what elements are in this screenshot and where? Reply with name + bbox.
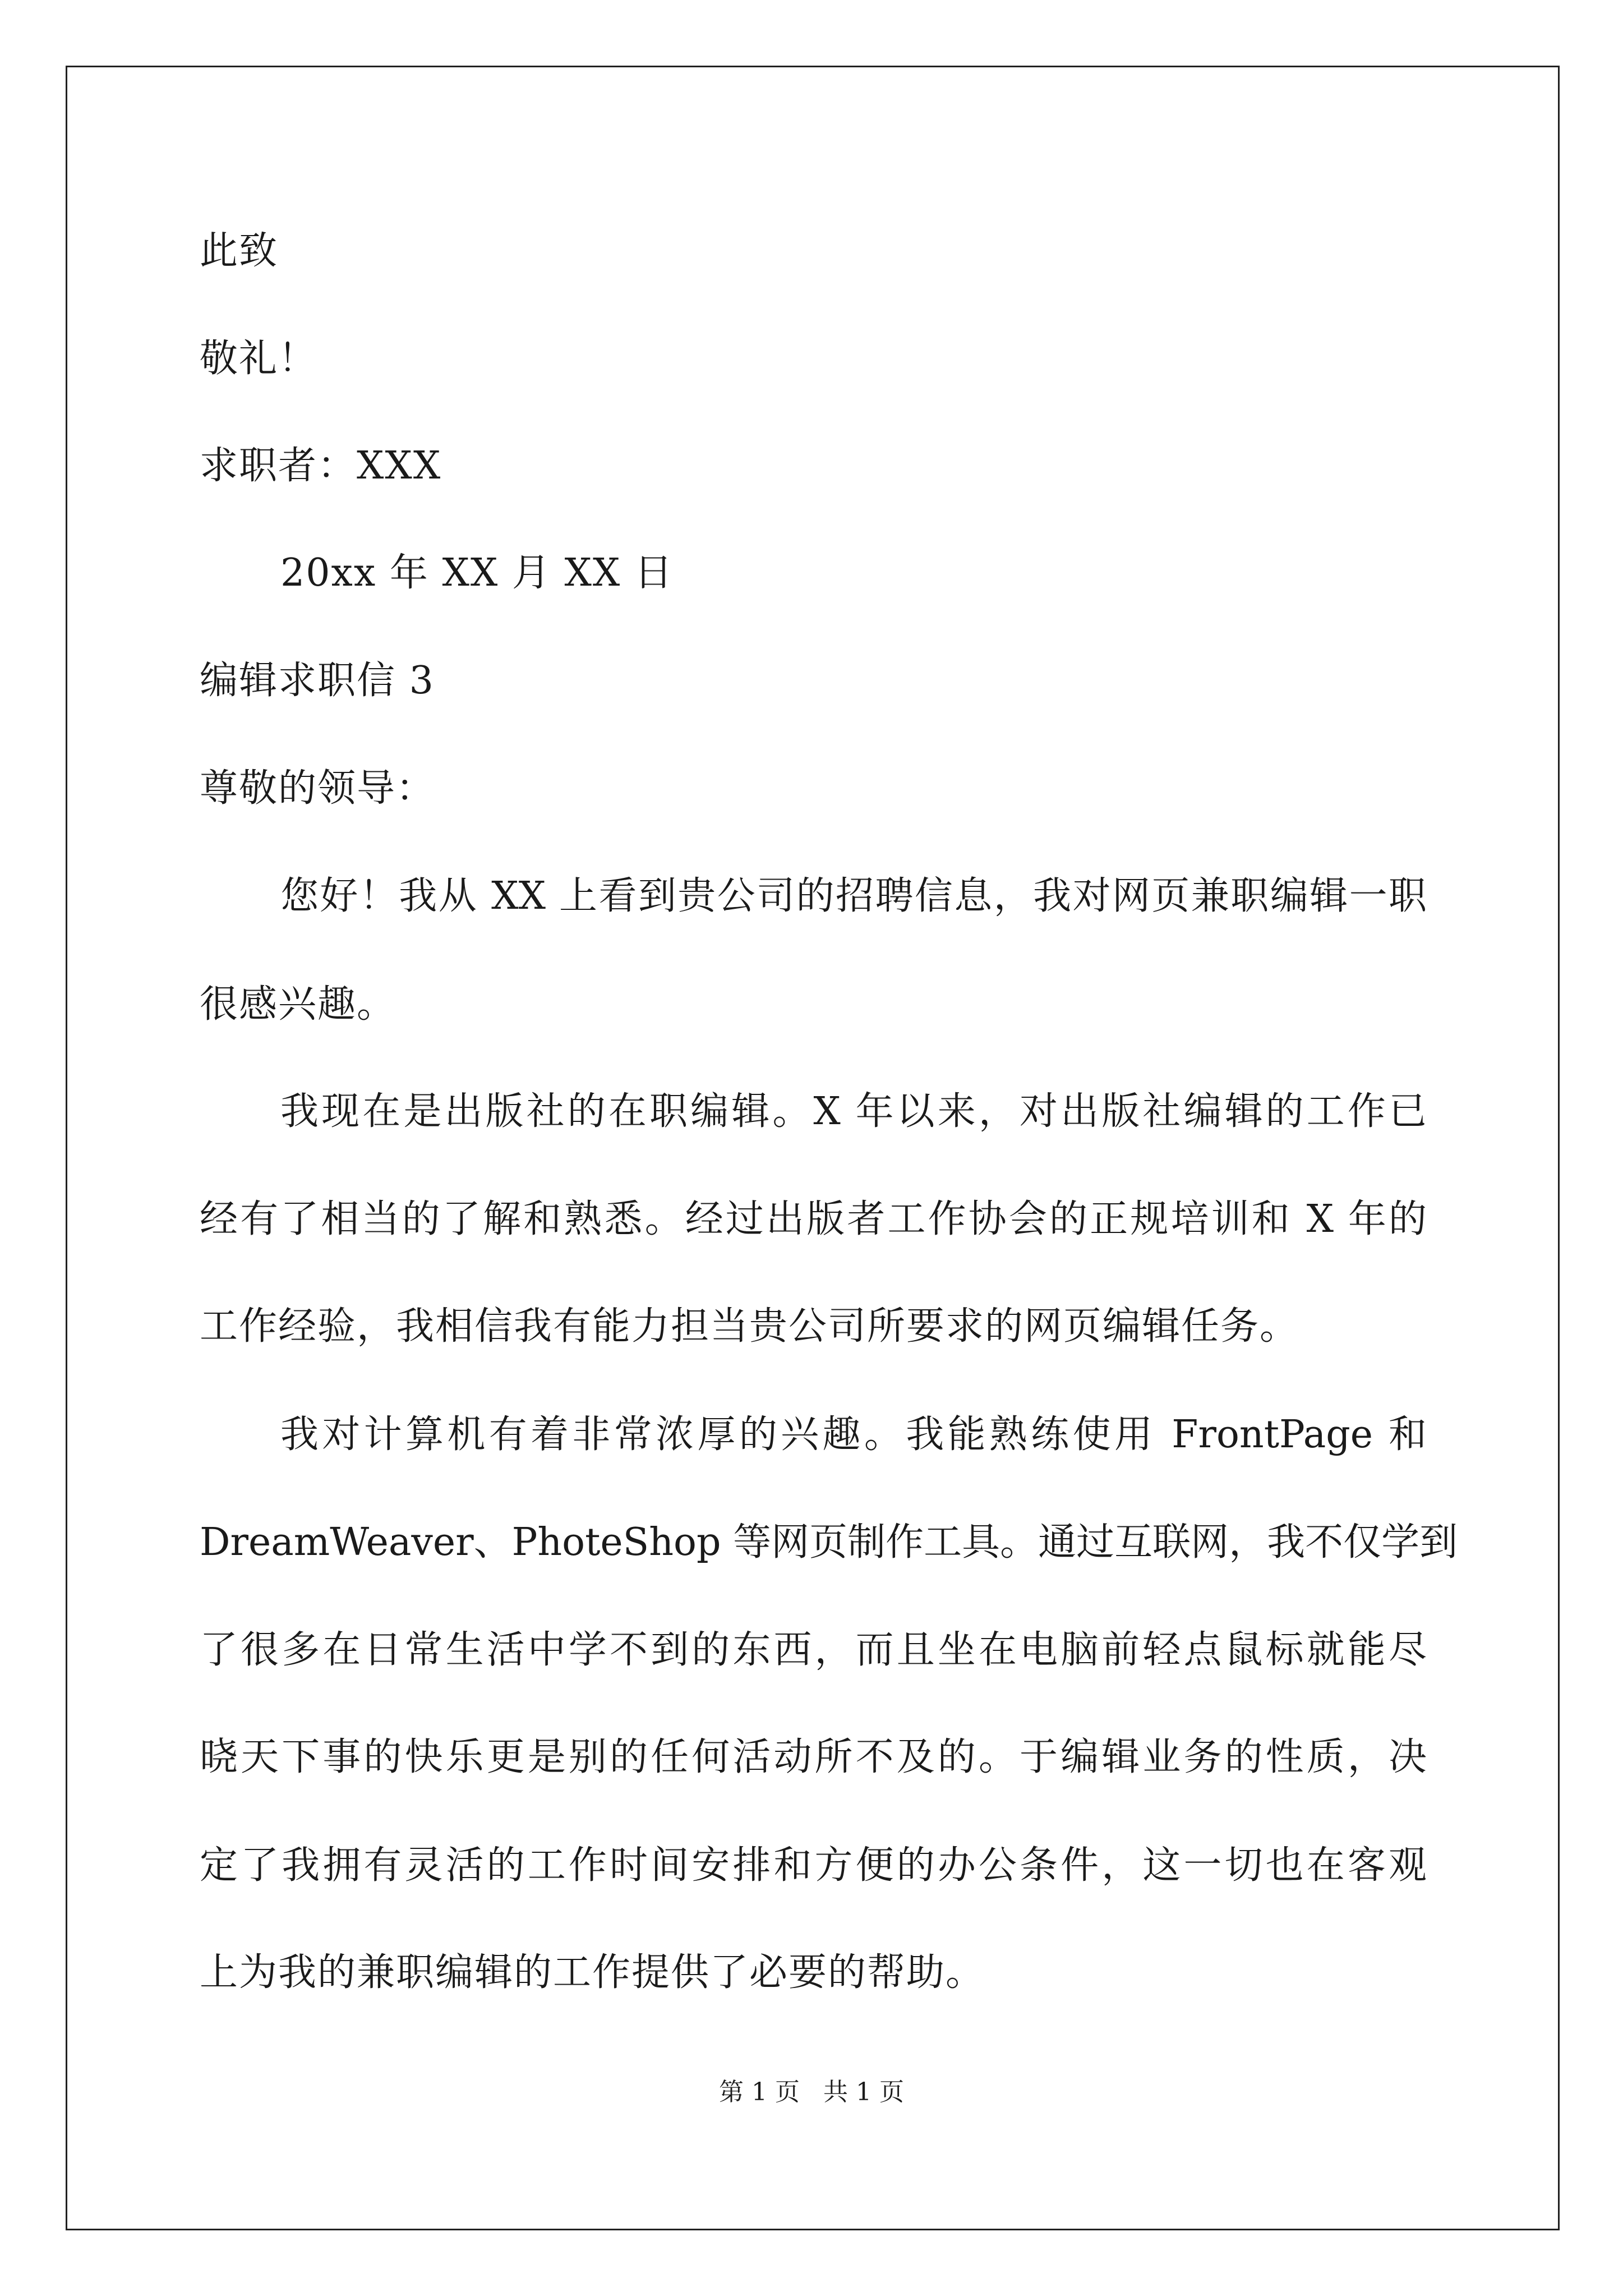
- paragraph-3-line-5: 定了我拥有灵活的工作时间安排和方便的办公条件，这一切也在客观: [200, 1843, 1427, 1888]
- paragraph-3-line-1: 我对计算机有着非常浓厚的兴趣。我能熟练使用 FrontPage 和: [280, 1412, 1427, 1457]
- paragraph-3-line-6: 上为我的兼职编辑的工作提供了必要的帮助。: [200, 1950, 985, 1995]
- paragraph-3-line-4: 晓天下事的快乐更是别的任何活动所不及的。于编辑业务的性质，决: [200, 1735, 1427, 1779]
- paragraph-2-line-3: 工作经验，我相信我有能力担当贵公司所要求的网页编辑任务。: [200, 1304, 1299, 1349]
- paragraph-3-line-3: 了很多在日常生活中学不到的东西，而且坐在电脑前轻点鼠标就能尽: [200, 1628, 1427, 1672]
- paragraph-1-line-2: 很感兴趣。: [200, 982, 396, 1027]
- closing-line: 此致: [200, 229, 279, 273]
- signature-line: 求职者：XXX: [200, 444, 442, 488]
- paragraph-3-line-2: DreamWeaver、PhoteShop 等网页制作工具。通过互联网，我不仅学到: [200, 1520, 1458, 1565]
- salute-line: 敬礼！: [200, 337, 318, 381]
- date-line: 20xx 年 XX 月 XX 日: [280, 551, 674, 595]
- paragraph-2-line-1: 我现在是出版社的在职编辑。X 年以来，对出版社编辑的工作已: [280, 1089, 1427, 1134]
- greeting-line: 尊敬的领导：: [200, 766, 436, 811]
- paragraph-2-line-2: 经有了相当的了解和熟悉。经过出版者工作协会的正规培训和 X 年的: [200, 1197, 1427, 1241]
- section-title: 编辑求职信 3: [200, 659, 435, 703]
- page-footer: 第 1 页 共 1 页: [719, 2078, 904, 2106]
- paragraph-1-line-1: 您好！我从 XX 上看到贵公司的招聘信息，我对网页兼职编辑一职: [280, 874, 1427, 918]
- page-border: [66, 66, 1560, 2230]
